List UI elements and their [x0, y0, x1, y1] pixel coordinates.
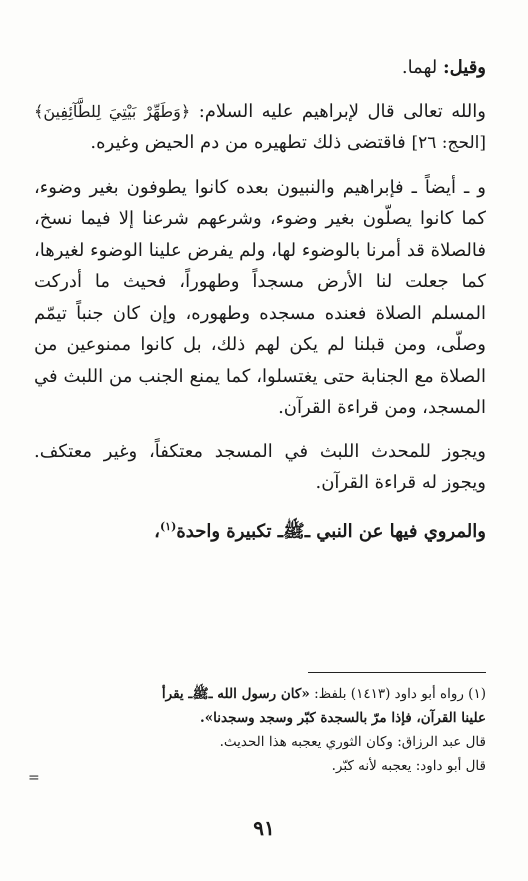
page-number: ٩١ — [253, 816, 275, 840]
footnote-line-4: قال أبو داود: يعجبه لأنه كبّر. — [331, 758, 486, 774]
paragraph-5 — [34, 511, 486, 548]
paragraph-1-text: لهما. — [401, 57, 438, 78]
paragraph-2 — [34, 96, 486, 160]
footnote-number: (١) — [468, 686, 486, 702]
paragraph-4: ويجوز للمحدث اللبث في المسجد معتكفاً، وغير معتكف. ويجوز له قراءة القرآن. — [34, 440, 486, 493]
main-text — [34, 52, 486, 547]
footnote-line-3: قال عبد الرزاق: وكان الثوري يعجبه هذا الحديث. — [219, 734, 486, 750]
paragraph-5-text: والمروي فيها عن النبي ـﷺـ تكبيرة واحدة — [176, 520, 486, 542]
quran-verse: ﴿وَطَهِّرْ بَيْتِيَ لِلطَّآئِفِينَ﴾ — [34, 101, 191, 121]
footnote-marker: (١) — [159, 519, 177, 533]
footnote-divider — [308, 672, 486, 673]
footnotes — [34, 682, 486, 778]
footnote-line-2: علينا القرآن، فإذا مرّ بالسجدة كبّر وسجد وسجدنا». — [200, 710, 486, 726]
paragraph-5-tail: ، — [154, 520, 160, 542]
continuation-mark: = — [28, 770, 40, 786]
paragraph-2-rest: فاقتضى ذلك تطهيره من دم الحيض وغيره. — [90, 132, 406, 153]
paragraph-1-label: وقيل: — [442, 57, 486, 78]
paragraph-3: و ـ أيضاً ـ فإبراهيم والنبيون بعده كانوا يطوفون بغير وضوء، كما كانوا يصلّون بغير وضوء، وشرعهم شرعنا إلا فيما نسخ، فالصلاة قد أمرنا بالوضوء لها، ولم يفرض علينا الوضوء لغيرها، كما جعلت لنا الأرض مسجداً وطهوراً، فحيث ما أدركت المسلم الصلاة فعنده مسجده وطهوره، وإن كان جنباً تيمّم وصلّى، ومن قبلنا لم يكن لهم ذلك، بل كانوا ممنوعين من الصلاة مع الجنابة حتى يغتسلوا، كما يمنع الجنب من اللبث في المسجد، ومن قراءة القرآن. — [34, 176, 486, 418]
paragraph-2-lead: والله تعالى قال لإبراهيم عليه السلام: — [198, 100, 486, 122]
footnote-source: رواه أبو داود (١٤١٣) بلفظ: — [314, 686, 464, 702]
footnote-line-1 — [34, 682, 486, 706]
footnote-quote-start: «كان رسول الله ـﷺـ يقرأ — [161, 686, 310, 702]
verse-reference: [الحج: ٢٦] — [411, 133, 486, 153]
paragraph-1 — [34, 52, 486, 84]
